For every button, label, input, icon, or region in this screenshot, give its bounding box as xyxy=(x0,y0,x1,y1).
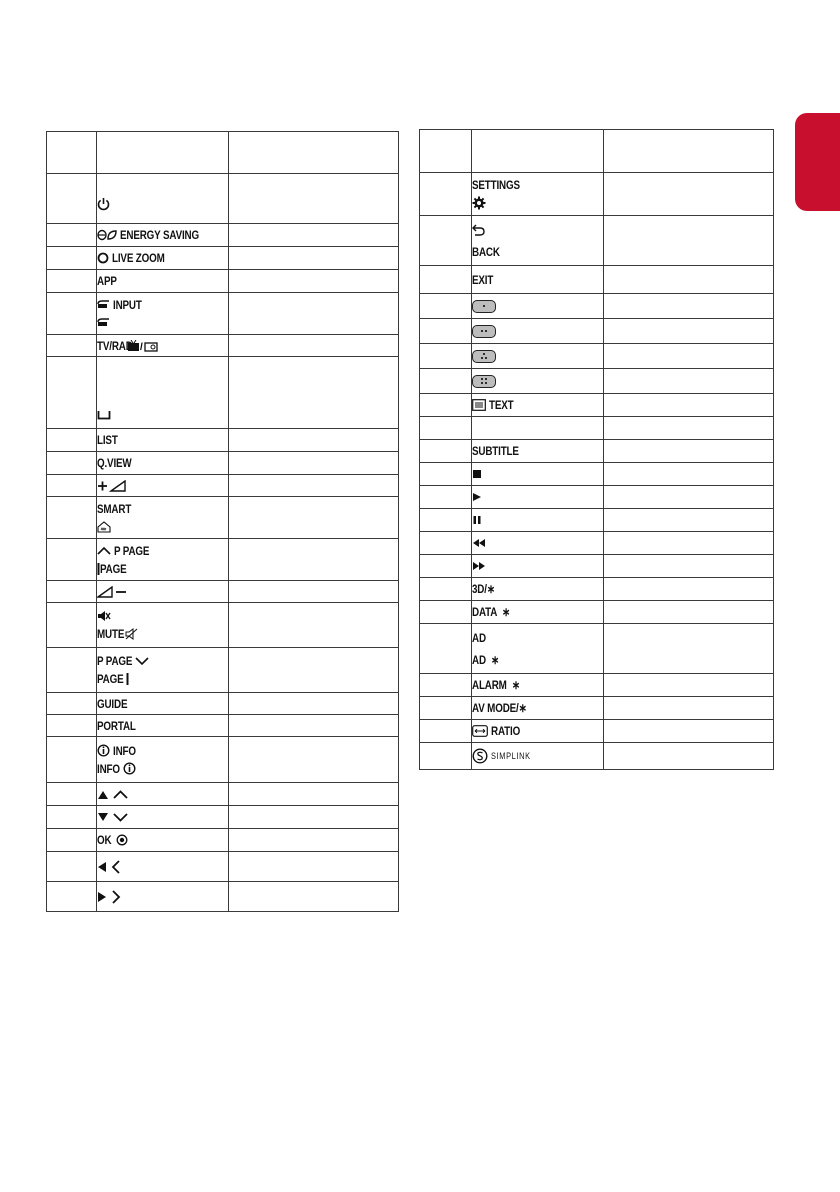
rewind-icon xyxy=(472,538,486,548)
mute-icon xyxy=(97,610,111,622)
header-cell xyxy=(420,130,472,173)
table-row: PORTAL xyxy=(47,715,399,737)
back-arrow-icon xyxy=(472,224,485,236)
table-row: AD AD ∗ xyxy=(420,624,774,674)
table-row: Q.VIEW xyxy=(47,452,399,475)
table-row xyxy=(420,369,774,394)
table-row: LIST xyxy=(47,429,399,452)
volume-down-icon xyxy=(97,586,127,598)
ok-circle-icon xyxy=(116,834,128,846)
table-row: SIMPLINK xyxy=(420,743,774,770)
table-row: INPUT xyxy=(47,293,399,335)
table-row xyxy=(47,357,399,429)
fast-forward-icon xyxy=(472,561,486,571)
arrow-up-icon xyxy=(97,789,129,800)
chevron-up-icon xyxy=(97,546,111,555)
table-row: SETTINGS xyxy=(420,173,774,216)
table-row: ALARM ∗ xyxy=(420,674,774,697)
left-key-table xyxy=(46,131,399,912)
table-row: BACK xyxy=(420,216,774,266)
table-row xyxy=(47,783,399,806)
table-row: ENERGY SAVING xyxy=(47,224,399,247)
table-header-row xyxy=(420,130,774,173)
volume-up-icon xyxy=(97,480,127,492)
smart-home-icon xyxy=(97,521,111,533)
header-cell xyxy=(472,130,604,173)
header-cell xyxy=(604,130,774,173)
table-row xyxy=(420,555,774,578)
input-plug-icon xyxy=(97,318,110,328)
power-icon xyxy=(97,197,110,211)
table-row xyxy=(420,344,774,369)
language-tab xyxy=(795,113,840,211)
space-bracket-icon xyxy=(97,410,111,420)
bar-icon xyxy=(126,673,129,685)
green-button-icon xyxy=(472,325,496,338)
play-icon xyxy=(472,492,482,502)
table-row xyxy=(47,174,399,224)
table-row: GUIDE xyxy=(47,693,399,715)
table-row xyxy=(420,319,774,344)
table-row: APP xyxy=(47,270,399,293)
energy-saving-icon xyxy=(97,229,117,241)
arrow-down-icon xyxy=(97,812,129,823)
header-cell xyxy=(47,132,97,174)
stop-icon xyxy=(472,469,482,479)
gear-icon xyxy=(472,196,486,210)
info-icon xyxy=(97,744,110,757)
header-cell xyxy=(97,132,229,174)
pause-icon xyxy=(472,515,482,525)
table-row: DATA ∗ xyxy=(420,601,774,624)
table-row xyxy=(420,417,774,440)
table-row: OK xyxy=(47,829,399,852)
chevron-down-icon xyxy=(135,657,149,666)
table-row: SMART xyxy=(47,497,399,539)
arrow-right-icon xyxy=(97,890,123,904)
table-row xyxy=(47,806,399,829)
input-plug-icon xyxy=(97,300,110,310)
table-row: INFO INFO xyxy=(47,737,399,783)
blue-button-icon xyxy=(472,375,496,388)
table-row xyxy=(420,509,774,532)
table-row xyxy=(47,852,399,882)
table-row: P PAGE PAGE xyxy=(47,539,399,581)
header-cell xyxy=(229,132,399,174)
table-row: RATIO xyxy=(420,720,774,743)
text-icon xyxy=(472,399,486,411)
yellow-button-icon xyxy=(472,350,496,363)
table-row: MUTE xyxy=(47,603,399,648)
table-row xyxy=(420,294,774,319)
info-icon xyxy=(123,762,136,775)
table-row: EXIT xyxy=(420,266,774,294)
table-row xyxy=(47,475,399,497)
table-row: 3D/∗ xyxy=(420,578,774,601)
right-key-table xyxy=(419,129,774,770)
table-row xyxy=(420,463,774,486)
table-header-row xyxy=(47,132,399,174)
table-row: TEXT xyxy=(420,394,774,417)
table-row xyxy=(47,882,399,912)
arrow-left-icon xyxy=(97,860,123,874)
red-button-icon xyxy=(472,300,496,313)
table-row: TV/RAD / xyxy=(47,335,399,357)
ring-icon xyxy=(97,252,109,264)
ratio-icon xyxy=(472,725,488,737)
table-row xyxy=(420,532,774,555)
table-row: P PAGE PAGE xyxy=(47,648,399,693)
table-row: AV MODE/∗ xyxy=(420,697,774,720)
mute-outline-icon xyxy=(125,628,139,640)
table-row xyxy=(47,581,399,603)
table-row: SUBTITLE xyxy=(420,440,774,463)
table-row: LIVE ZOOM xyxy=(47,247,399,270)
svg-text:/: / xyxy=(140,341,144,352)
table-row xyxy=(420,486,774,509)
